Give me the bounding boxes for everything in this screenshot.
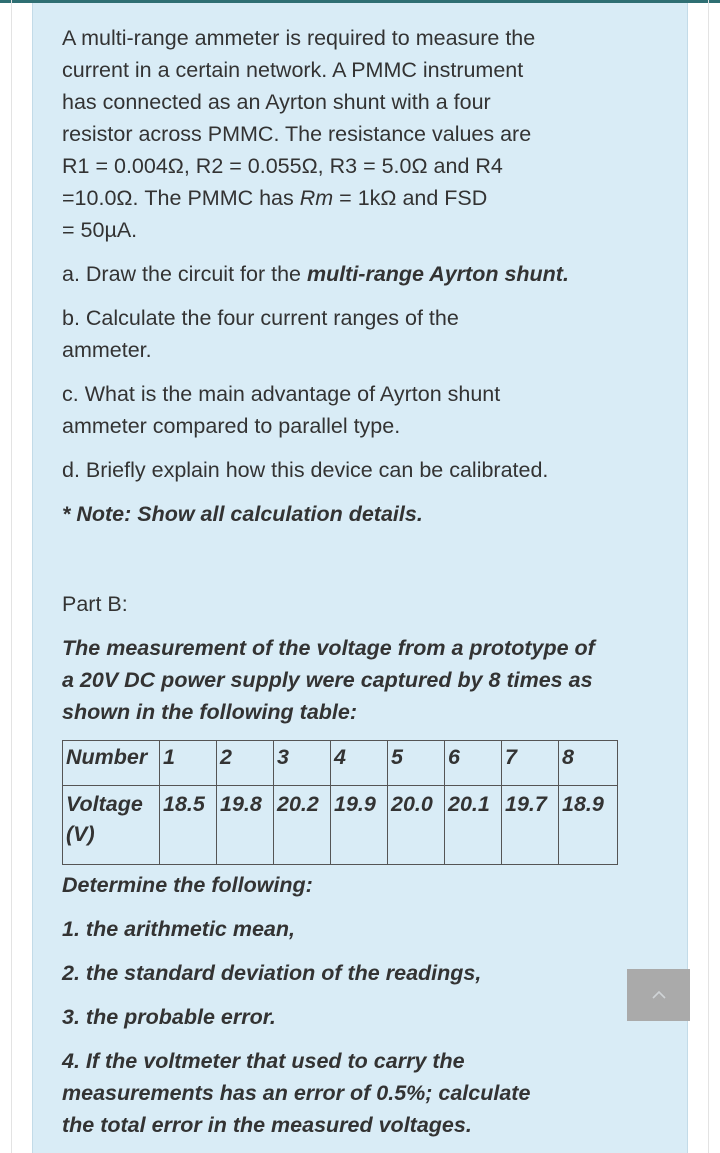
rm-symbol: Rm bbox=[299, 186, 334, 210]
list-item bbox=[62, 1045, 622, 1141]
list-item-line: the total error in the measured voltages. bbox=[62, 1113, 472, 1137]
intro-line: A multi-range ammeter is required to measure the bbox=[62, 26, 536, 50]
determine-heading: Determine the following: bbox=[62, 873, 313, 897]
right-rail bbox=[708, 0, 709, 1153]
table-cell-number: 1 bbox=[160, 741, 217, 786]
resistance-values-line: R1 = 0.004Ω, R2 = 0.055Ω, R3 = 5.0Ω and R4 bbox=[62, 154, 503, 178]
chevron-up-icon bbox=[651, 990, 667, 1000]
part-c-line: ammeter compared to parallel type. bbox=[62, 414, 401, 438]
intro-line: has connected as an Ayrton shunt with a four bbox=[62, 90, 491, 114]
voltage-unit: (V) bbox=[66, 822, 95, 846]
table-cell-number: 5 bbox=[388, 741, 445, 786]
description-line: The measurement of the voltage from a prototype of bbox=[62, 636, 595, 660]
question-part-c bbox=[62, 378, 622, 442]
list-item: 3. the probable error. bbox=[62, 1005, 276, 1029]
table-cell-voltage: 20.2 bbox=[274, 786, 331, 865]
intro-line: current in a certain network. A PMMC instrument bbox=[62, 58, 524, 82]
table-cell-number: 2 bbox=[217, 741, 274, 786]
table-cell-number: 7 bbox=[502, 741, 559, 786]
table-cell-voltage: 18.9 bbox=[559, 786, 618, 865]
table-header-number: Number bbox=[63, 741, 160, 786]
table-cell-number: 4 bbox=[331, 741, 388, 786]
fsd-line: = 50µA. bbox=[62, 218, 138, 242]
list-item-line: 4. If the voltmeter that used to carry the bbox=[62, 1049, 465, 1073]
table-cell-number: 8 bbox=[559, 741, 618, 786]
voltage-table bbox=[62, 740, 618, 865]
pmmc-line-start: =10.0Ω. The PMMC has bbox=[62, 186, 300, 210]
table-cell-voltage: 18.5 bbox=[160, 786, 217, 865]
part-b-line: ammeter. bbox=[62, 338, 152, 362]
list-item: 1. the arithmetic mean, bbox=[62, 917, 295, 941]
table-cell-voltage: 19.8 bbox=[217, 786, 274, 865]
description-line: shown in the following table: bbox=[62, 700, 358, 724]
table-row-number bbox=[63, 741, 618, 786]
table-cell-number: 3 bbox=[274, 741, 331, 786]
part-a-emphasis: multi-range Ayrton shunt. bbox=[306, 262, 569, 286]
question-part-b bbox=[62, 302, 622, 366]
table-row-voltage bbox=[63, 786, 618, 865]
question-content bbox=[62, 22, 622, 1153]
scroll-to-top-button[interactable] bbox=[627, 969, 690, 1021]
part-b-description bbox=[62, 632, 622, 728]
table-cell-voltage: 20.0 bbox=[388, 786, 445, 865]
table-cell-voltage: 19.7 bbox=[502, 786, 559, 865]
description-line: a 20V DC power supply were captured by 8 times as bbox=[62, 668, 593, 692]
part-a-text: a. Draw the circuit for the bbox=[62, 262, 307, 286]
question-part-a bbox=[62, 258, 622, 290]
intro-line: resistor across PMMC. The resistance values are bbox=[62, 122, 532, 146]
part-b-line: b. Calculate the four current ranges of the bbox=[62, 306, 459, 330]
table-cell-voltage: 19.9 bbox=[331, 786, 388, 865]
left-rail bbox=[11, 0, 12, 1153]
part-b-heading: Part B: bbox=[62, 592, 128, 616]
question-part-d: d. Briefly explain how this device can be calibrated. bbox=[62, 458, 549, 482]
table-cell-number: 6 bbox=[445, 741, 502, 786]
pmmc-line-end: = 1kΩ and FSD bbox=[333, 186, 488, 210]
part-c-line: c. What is the main advantage of Ayrton shunt bbox=[62, 382, 501, 406]
table-header-voltage bbox=[63, 786, 160, 865]
voltage-label: Voltage bbox=[66, 792, 143, 816]
list-item-line: measurements has an error of 0.5%; calculate bbox=[62, 1081, 531, 1105]
table-cell-voltage: 20.1 bbox=[445, 786, 502, 865]
question-intro bbox=[62, 22, 622, 246]
calculation-note: * Note: Show all calculation details. bbox=[62, 502, 423, 526]
list-item: 2. the standard deviation of the readings, bbox=[62, 961, 482, 985]
